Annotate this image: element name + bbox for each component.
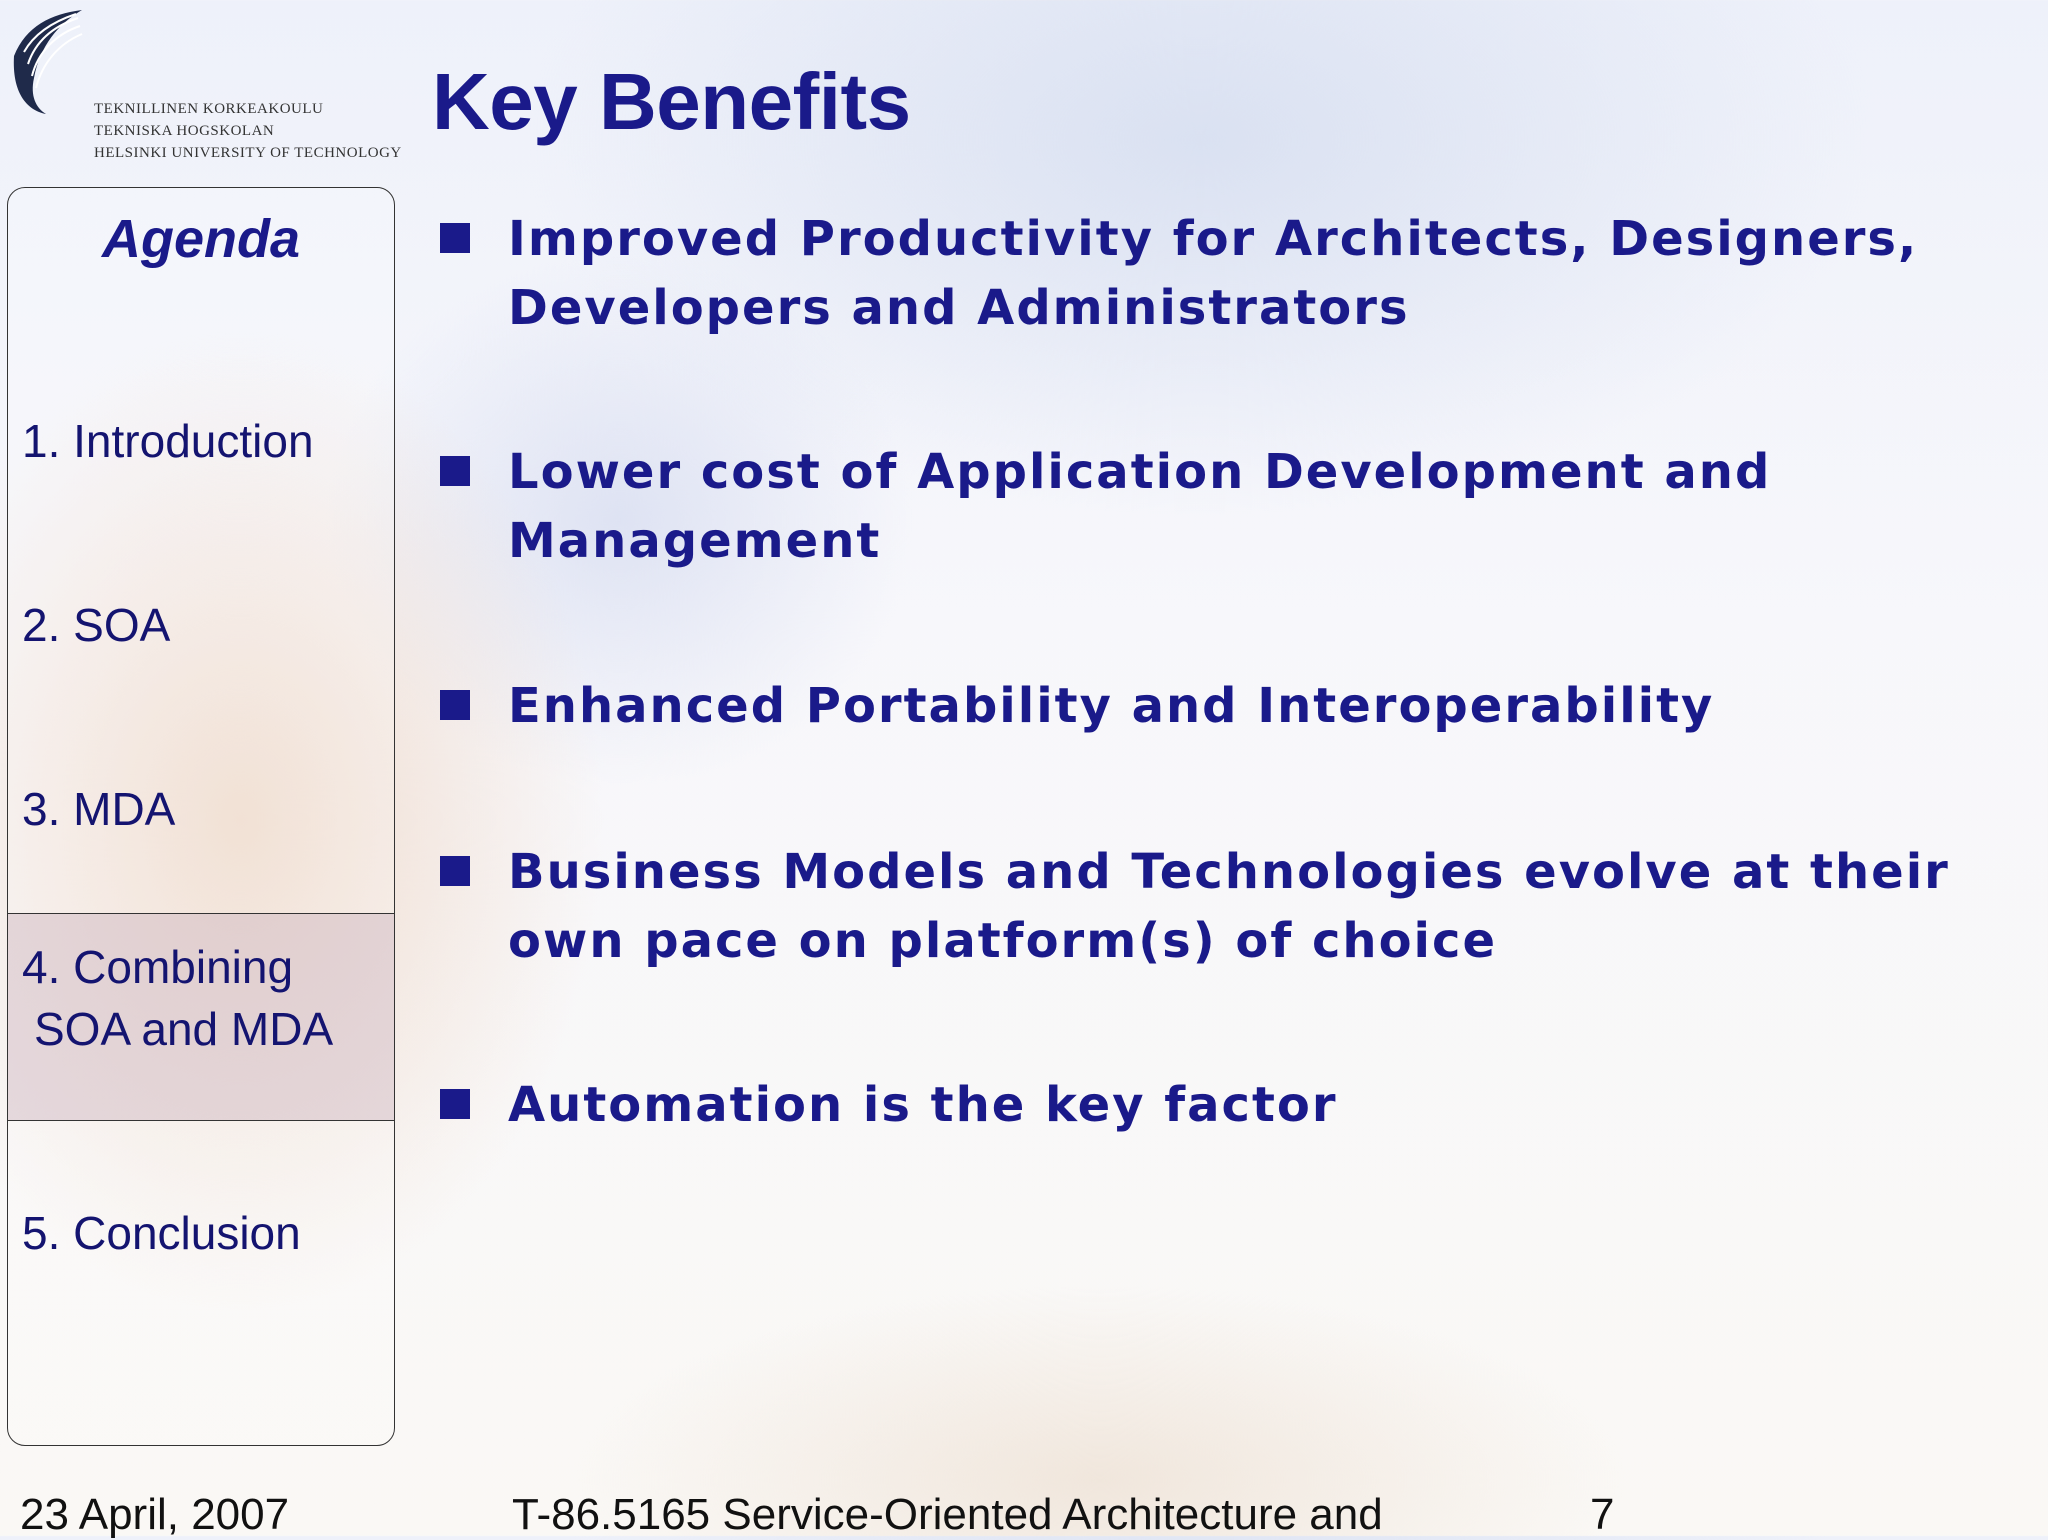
bullet-text: Enhanced Portability and Interoperability [508,678,1715,734]
agenda-item-introduction[interactable]: 1. Introduction [22,415,314,467]
bullet-text: Lower cost of Application Development and Management [508,444,1772,569]
bullet-text: Automation is the key factor [508,1077,1338,1133]
logo-line: HELSINKI UNIVERSITY OF TECHNOLOGY [94,145,402,161]
bullet-square-icon [440,223,470,253]
agenda-item-label: 4. Combining [22,941,294,993]
footer-date: 23 April, 2007 [20,1490,290,1539]
bullet-square-icon [440,690,470,720]
agenda-item-combining-active[interactable] [8,913,394,1121]
logo-line: TEKNILLINEN KORKEAKOULU [94,101,324,117]
agenda-title: Agenda [101,209,301,269]
bullet-text: Improved Productivity for Architects, Designers, Developers and Administrators [508,211,1919,336]
footer-course: T-86.5165 Service-Oriented Architecture and [512,1490,1383,1539]
bullet-square-icon [440,456,470,486]
bullet-square-icon [440,856,470,886]
agenda-item-conclusion[interactable]: 5. Conclusion [22,1207,301,1259]
agenda-item-soa[interactable]: 2. SOA [22,599,171,651]
agenda-item-label: SOA and MDA [34,1003,334,1055]
bullet-text: Business Models and Technologies evolve at their own pace on platform(s) of choice [508,844,1950,969]
logo-line: TEKNISKA HOGSKOLAN [94,123,275,139]
footer-page-number: 7 [1590,1490,1615,1539]
agenda-item-mda[interactable]: 3. MDA [22,783,176,835]
bullet-square-icon [440,1089,470,1119]
wing-logo-icon [6,6,96,116]
university-logo [6,6,426,166]
agenda-panel [7,187,395,1446]
slide-title: Key Benefits [432,57,911,146]
